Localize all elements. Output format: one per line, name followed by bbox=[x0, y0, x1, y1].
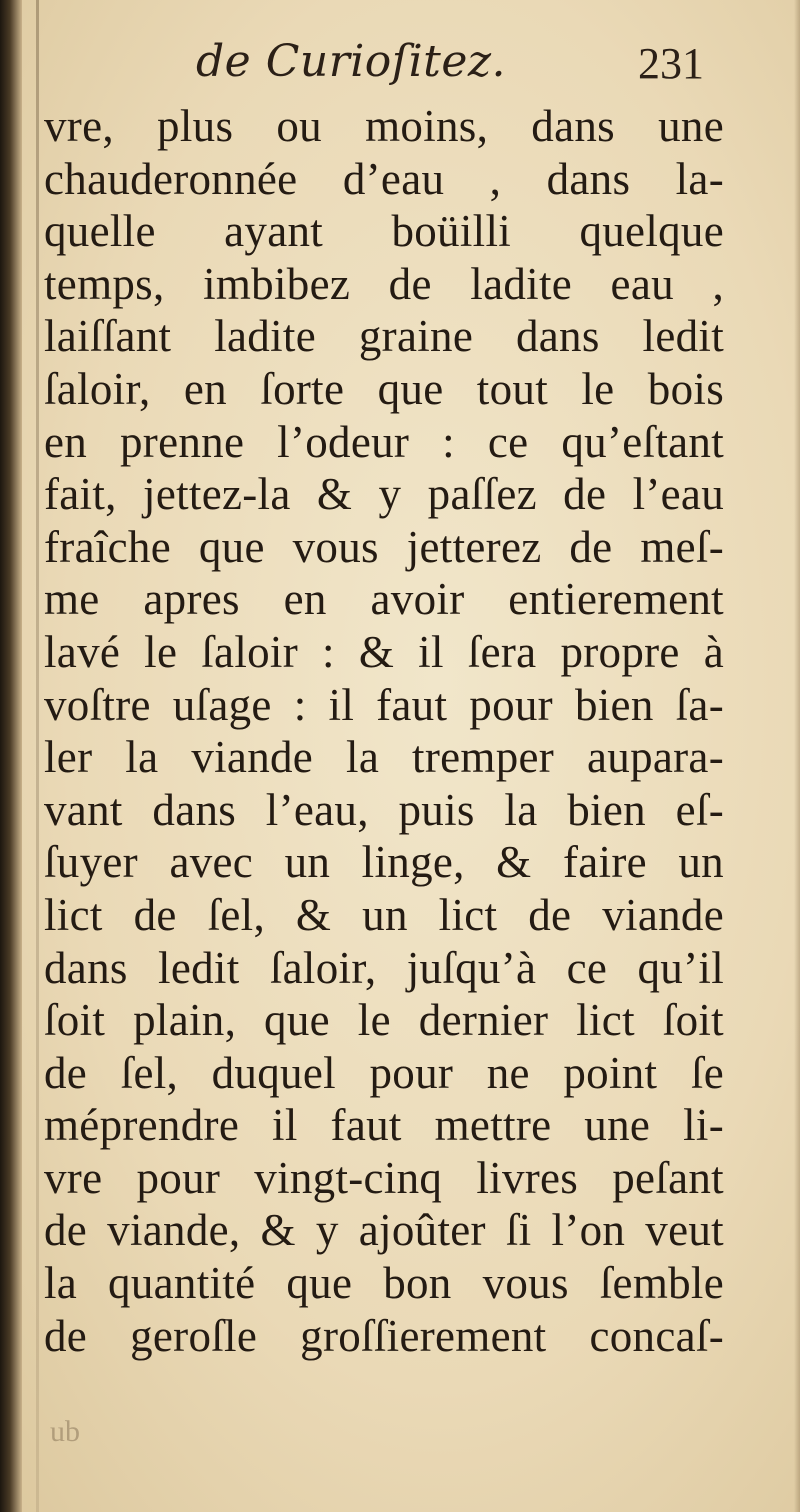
text-line: ſaloir, en ſorte que tout le bois bbox=[44, 363, 724, 414]
text-line: fait, jettez-la & y paſſez de l’eau bbox=[44, 469, 724, 520]
text-line: fraîche que vous jetterez de meſ- bbox=[44, 521, 724, 572]
text-line: vre pour vingt-cinq livres peſant bbox=[44, 1152, 724, 1203]
text-line: laiſſant ladite graine dans ledit bbox=[44, 311, 724, 362]
text-line: la quantité que bon vous ſemble bbox=[44, 1258, 724, 1309]
body-text bbox=[44, 100, 724, 1362]
text-line: de geroſle groſſierement concaſ- bbox=[44, 1310, 724, 1361]
running-head: de Curioſitez. bbox=[196, 36, 507, 87]
text-line: lavé le ſaloir : & il ſera propre à bbox=[44, 626, 724, 677]
gutter-shadow bbox=[36, 0, 39, 1512]
page-number: 231 bbox=[638, 39, 704, 88]
text-line: de ſel, duquel pour ne point ſe bbox=[44, 1047, 724, 1098]
text-line: ſuyer avec un linge, & faire un bbox=[44, 837, 724, 888]
text-line: chauderonnée d’eau , dans la- bbox=[44, 153, 724, 204]
text-line: en prenne l’odeur : ce qu’eſtant bbox=[44, 416, 724, 467]
text-line: vre, plus ou moins, dans une bbox=[44, 101, 724, 151]
page-edge-shadow bbox=[794, 0, 800, 1512]
text-line: temps, imbibez de ladite eau , bbox=[44, 258, 724, 309]
text-line: dans ledit ſaloir, juſqu’à ce qu’il bbox=[44, 942, 724, 993]
text-line: de viande, & y ajoûter ſi l’on veut bbox=[44, 1205, 724, 1256]
text-line: ſoit plain, que le dernier lict ſoit bbox=[44, 995, 724, 1046]
text-line: ler la viande la tremper aupara- bbox=[44, 732, 724, 783]
text-line: me apres en avoir entierement bbox=[44, 574, 724, 625]
text-line: quelle ayant boüilli quelque bbox=[44, 206, 724, 257]
text-line: lict de ſel, & un lict de viande bbox=[44, 889, 724, 940]
page-header bbox=[0, 36, 800, 96]
text-line: vant dans l’eau, puis la bien eſ- bbox=[44, 784, 724, 835]
binding-gutter bbox=[0, 0, 22, 1512]
text-line: voſtre uſage : il faut pour bien ſa- bbox=[44, 679, 724, 730]
faded-mark: ub bbox=[50, 1415, 80, 1448]
text-line: méprendre il faut mettre une li- bbox=[44, 1100, 724, 1151]
